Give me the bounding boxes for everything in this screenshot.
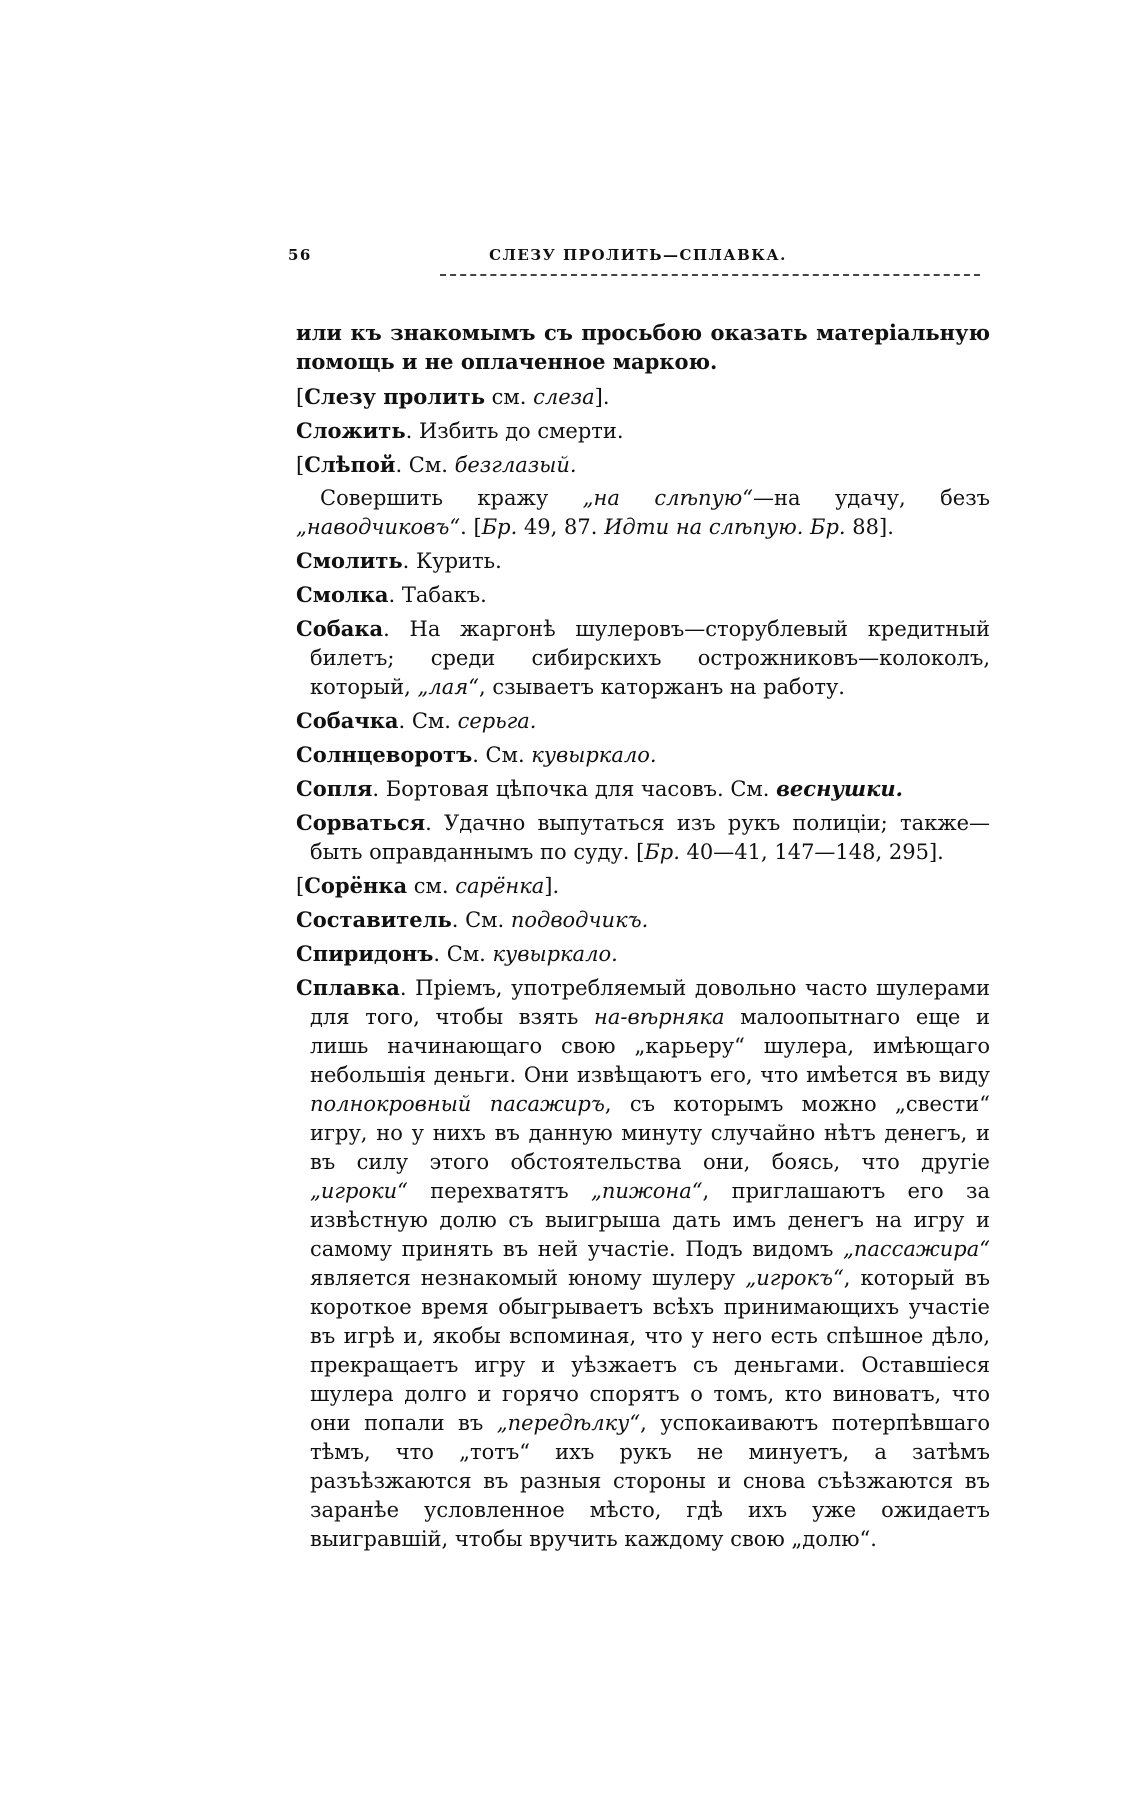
definition: малоопытнаго еще и лишь начинающаго свою „карьеру“ шулера, имѣющаго небольшія деньги. Они извѣщаютъ его, что имѣется въ виду <box>310 1005 990 1087</box>
running-title: СЛЕЗУ ПРОЛИТЬ—СПЛАВКА. <box>489 246 787 264</box>
entry-smolit <box>296 546 990 576</box>
separator: . См. <box>395 453 455 477</box>
separator: . <box>405 419 419 443</box>
bracket: [ <box>296 385 305 409</box>
headword: Сопля <box>296 776 373 801</box>
cross-reference: безглазый. <box>454 453 577 477</box>
definition: 40—41, 147—148, 295]. <box>679 840 944 864</box>
running-header <box>288 246 988 270</box>
italic-run: „наводчиковъ“ <box>296 515 461 539</box>
definition: . Табакъ. <box>388 583 487 607</box>
entry-sopla <box>296 774 990 804</box>
dictionary-text <box>296 318 990 1558</box>
definition: , приглашаютъ его за извѣстную долю съ выигрыша дать имъ денегъ на игру и самому принять въ ней участіе. Подъ видомъ <box>310 1179 990 1261</box>
separator: . См. <box>451 908 511 932</box>
italic-run: „игроки“ <box>310 1179 408 1203</box>
entry-solntsevorot <box>296 740 990 770</box>
headword: Сорёнка <box>304 873 408 898</box>
definition: , который въ короткое время обыгрываетъ всѣхъ принимающихъ участіе въ игрѣ и, якобы вспоминая, что у него есть спѣшное дѣло, прекращаетъ игру и уѣзжаетъ съ деньгами. Оставшіеся шулера долго и горячо спорятъ о томъ, кто виноватъ, что они попали въ <box>310 1266 990 1435</box>
entry-spiridon <box>296 939 990 969</box>
cross-reference: сарёнка <box>455 874 545 898</box>
italic-run: Бр. <box>481 515 518 539</box>
definition: , сзываетъ каторжанъ на работу. <box>478 675 845 699</box>
headword: Сплавка <box>296 975 400 1000</box>
italic-run: на-вѣрняка <box>594 1005 725 1029</box>
definition: . Удачно выпутаться изъ рукъ полиціи; также—быть оправданнымъ по суду. [ <box>310 811 990 864</box>
entry-slezu <box>296 382 990 412</box>
headword: Слезу пролить <box>304 384 485 409</box>
continuation-text: или къ знакомымъ съ просьбою оказать матеріальную помощь и не оплаченное маркою. <box>296 320 990 374</box>
italic-run: полнокровный пасажиръ <box>310 1092 605 1116</box>
headword: Смолить <box>296 548 403 573</box>
entry-splavka <box>296 973 990 1554</box>
italic-run: Бр. <box>644 840 680 864</box>
page-number: 56 <box>288 246 312 264</box>
entry-sorenka <box>296 871 990 901</box>
headword: Смолка <box>296 582 389 607</box>
cross-reference: подводчикъ. <box>510 908 649 932</box>
bracket: [ <box>296 874 305 898</box>
bracket: ]. <box>594 385 610 409</box>
definition: . Бортовая цѣпочка для часовъ. См. <box>372 777 777 801</box>
italic-run: „лая“ <box>417 675 479 699</box>
italic-run: Идти на слѣпую. Бр. <box>604 515 846 539</box>
italic-run: „передѣлку“ <box>496 1411 641 1435</box>
cross-reference: кувыркало. <box>531 743 657 767</box>
headword: Собака <box>296 616 384 641</box>
cross-reference: веснушки. <box>776 776 903 801</box>
text-run: 49, 87. <box>517 515 605 539</box>
headword: Солнцеворотъ <box>296 742 473 767</box>
text-run: . [ <box>460 515 482 539</box>
headword: Сорваться <box>296 810 426 835</box>
header-rule <box>440 274 980 276</box>
cross-reference: кувыркало. <box>492 942 618 966</box>
entry-slepoy <box>296 450 990 480</box>
headword: Собачка <box>296 708 399 733</box>
entry-slepoy-note <box>296 484 990 542</box>
separator: см. <box>484 385 534 409</box>
headword: Сложить <box>296 418 406 443</box>
definition: . На жаргонѣ шулеровъ—сторублевый кредитный билетъ; среди сибирскихъ острожниковъ—колоколъ, который, <box>310 617 990 699</box>
cross-reference: слеза <box>533 385 595 409</box>
entry-sorvatsya <box>296 808 990 867</box>
definition: , успокаиваютъ потерпѣвшаго тѣмъ, что „тотъ“ ихъ рукъ не минуетъ, а затѣмъ разъѣзжаются въ разныя стороны и снова съѣзжаются въ заранѣе условленное мѣсто, гдѣ ихъ уже ожидаетъ выигравшій, чтобы вручить каждому свою „долю“. <box>310 1411 991 1551</box>
definition: . Пріемъ, употребляемый довольно часто шулерами для того, чтобы взять <box>310 976 990 1029</box>
bracket: [ <box>296 453 305 477</box>
separator: . См. <box>398 709 458 733</box>
headword: Спиридонъ <box>296 941 434 966</box>
separator: . См. <box>472 743 532 767</box>
separator: см. <box>407 874 456 898</box>
bracket: ]. <box>544 874 560 898</box>
entry-sobaka <box>296 614 990 702</box>
definition: Избить до смерти. <box>418 419 624 443</box>
separator: . См. <box>433 942 493 966</box>
text-run: —на удачу, безъ <box>752 486 991 510</box>
headword: Слѣпой <box>304 452 396 477</box>
definition: перехватятъ <box>407 1179 591 1203</box>
entry-sostavitel <box>296 905 990 935</box>
italic-run: „пижона“ <box>590 1179 703 1203</box>
italic-run: „на слѣпую“ <box>582 486 753 510</box>
definition: , съ которымъ можно „свести“ игру, но у нихъ въ данную минуту случайно нѣтъ денегъ, и въ силу этого обстоятельства они, боясь, что другіе <box>310 1092 990 1174</box>
definition: . Курить. <box>402 549 502 573</box>
text-run: 88]. <box>845 515 894 539</box>
cross-reference: серьга. <box>457 709 537 733</box>
italic-run: „игрокъ“ <box>745 1266 844 1290</box>
entry-smolka <box>296 580 990 610</box>
entry-sobachka <box>296 706 990 736</box>
definition: является незнакомый юному шулеру <box>310 1266 746 1290</box>
entry-slozhit <box>296 416 990 446</box>
italic-run: „пассажира“ <box>842 1237 990 1261</box>
text-run: Совершить кражу <box>320 486 583 510</box>
headword: Составитель <box>296 907 452 932</box>
